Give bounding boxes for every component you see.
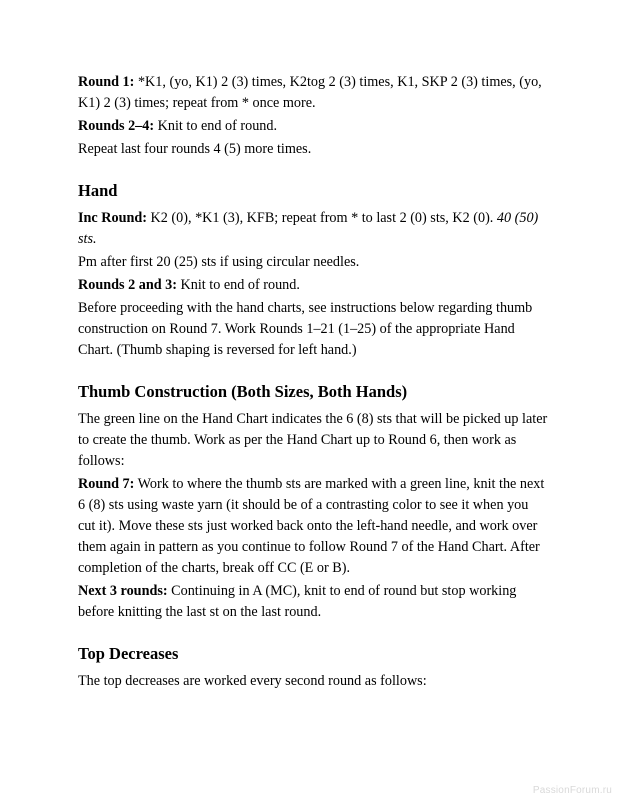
hand-charts-paragraph: Before proceeding with the hand charts, see instructions below regarding thumb construction on Round 7. Work Rounds 1–21 (1–25) of the appropriate Hand Chart. (Thumb shaping is reversed for left hand.) bbox=[78, 300, 533, 358]
rounds-2-3-label: Rounds 2 and 3: bbox=[78, 277, 177, 293]
document-body bbox=[78, 72, 548, 694]
round-1-paragraph bbox=[78, 72, 548, 114]
top-decreases-paragraph: The top decreases are worked every second round as follows: bbox=[78, 673, 427, 689]
watermark: PassionForum.ru bbox=[532, 785, 612, 796]
thumb-heading: Thumb Construction (Both Sizes, Both Hands) bbox=[78, 382, 408, 401]
round-1-text: *K1, (yo, K1) 2 (3) times, K2tog 2 (3) times, K1, SKP 2 (3) times, (yo, K1) 2 (3) times; repeat from * once more. bbox=[78, 74, 542, 111]
place-marker-paragraph: Pm after first 20 (25) sts if using circular needles. bbox=[78, 254, 360, 270]
next-3-rounds-text: Continuing in A (MC), knit to end of round but stop working before knitting the last st on the last round. bbox=[78, 583, 517, 620]
next-3-rounds-paragraph bbox=[78, 581, 548, 623]
rounds-2-3-text: Knit to end of round. bbox=[176, 277, 300, 293]
inc-round-label: Inc Round: bbox=[78, 210, 147, 226]
rounds-2-4-label: Rounds 2–4: bbox=[78, 118, 155, 134]
inc-round-paragraph bbox=[78, 208, 548, 250]
hand-heading: Hand bbox=[78, 181, 118, 200]
green-line-paragraph: The green line on the Hand Chart indicates the 6 (8) sts that will be picked up later to create the thumb. Work as per the Hand Chart up to Round 6, then work as follows: bbox=[78, 411, 548, 469]
rounds-2-4-paragraph bbox=[78, 116, 548, 137]
inc-round-text: K2 (0), *K1 (3), KFB; repeat from * to last 2 (0) sts, K2 (0). bbox=[147, 210, 497, 226]
round-7-label: Round 7: bbox=[78, 476, 135, 492]
next-3-rounds-label: Next 3 rounds: bbox=[78, 583, 168, 599]
top-decreases-heading: Top Decreases bbox=[78, 644, 179, 663]
rounds-2-3-paragraph bbox=[78, 275, 548, 296]
rounds-2-4-text: Knit to end of round. bbox=[154, 118, 278, 134]
round-7-paragraph bbox=[78, 474, 548, 579]
round-1-label: Round 1: bbox=[78, 74, 135, 90]
inc-round-stitch-count: 40 (50) sts. bbox=[78, 210, 539, 247]
round-7-text: Work to where the thumb sts are marked with a green line, knit the next 6 (8) sts using waste yarn (it should be of a contrasting color to see it when you cut it). Move these sts just worked back onto the left-hand needle, and work over them again in pattern as you continue to follow Round 7 of the Hand Chart. After completion of the charts, break off CC (E or B). bbox=[78, 476, 545, 576]
repeat-paragraph: Repeat last four rounds 4 (5) more times. bbox=[78, 141, 312, 157]
